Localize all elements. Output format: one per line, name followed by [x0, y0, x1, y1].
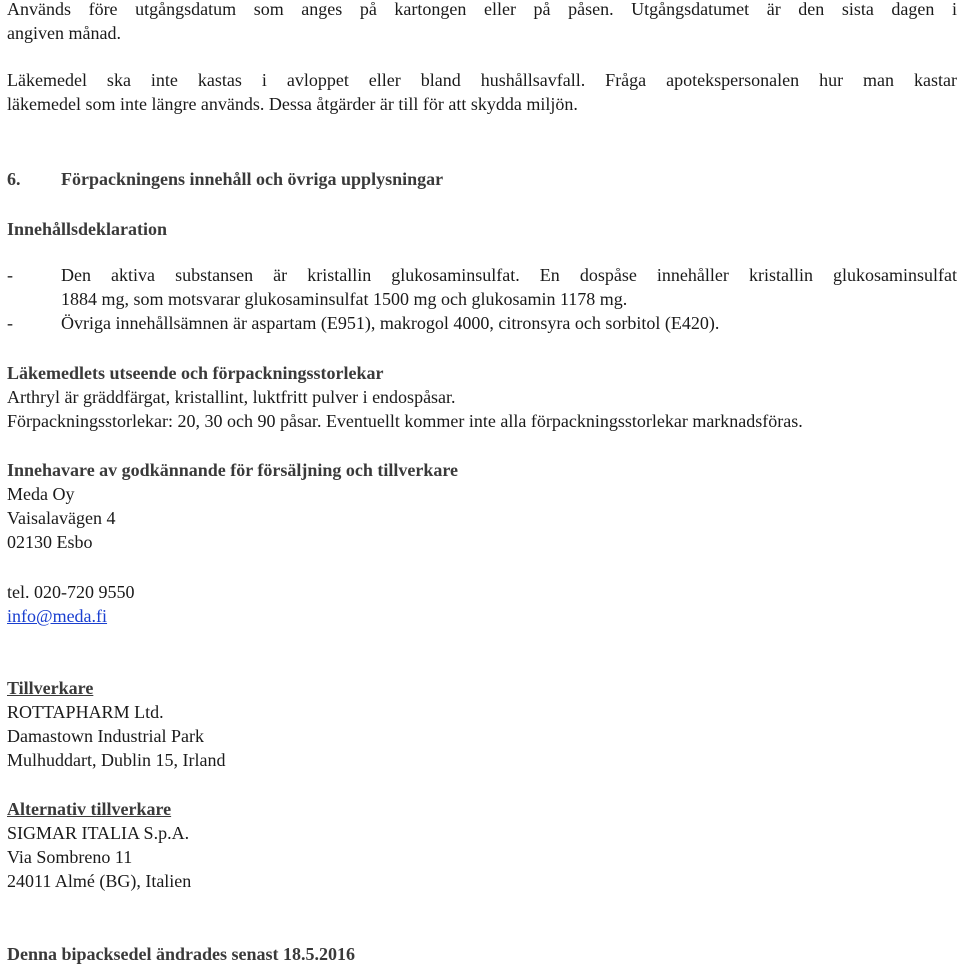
- bullet-line-1: Den aktiva substansen är kristallin glukosaminsulfat. En dospåse innehåller kristallin glukosaminsulfat: [61, 265, 957, 285]
- section-title: Förpackningens innehåll och övriga upplysningar: [61, 169, 444, 189]
- alt-manufacturer-section: [7, 797, 957, 893]
- revision-footer: [7, 942, 957, 966]
- revision-date: Denna bipacksedel ändrades senast 18.5.2016: [7, 944, 356, 964]
- holder-heading: Innehavare av godkännande för försäljning och tillverkare: [7, 460, 459, 480]
- disposal-line-1: Läkemedel ska inte kastas i avloppet eller bland hushållsavfall. Fråga apotekspersonalen hur man kastar: [7, 70, 957, 90]
- appearance-section: [7, 361, 957, 433]
- holder-phone: tel. 020-720 9550: [7, 582, 135, 602]
- manufacturer-street: Damastown Industrial Park: [7, 726, 204, 746]
- section-6-heading: [7, 167, 957, 191]
- manufacturer-heading: Tillverkare: [7, 678, 94, 698]
- holder-city: 02130 Esbo: [7, 532, 93, 552]
- holder-email-link[interactable]: info@meda.fi: [7, 606, 108, 626]
- bullet-line-2: 1884 mg, som motsvarar glukosaminsulfat 1500 mg och glukosamin 1178 mg.: [61, 289, 628, 309]
- bullet-dash: -: [7, 313, 13, 333]
- appearance-line-1: Arthryl är gräddfärgat, kristallint, luktfritt pulver i endospåsar.: [7, 387, 456, 407]
- alt-manufacturer-street: Via Sombreno 11: [7, 847, 133, 867]
- disposal-paragraph: [7, 68, 957, 116]
- bullet-line-1: Övriga innehållsämnen är aspartam (E951), makrogol 4000, citronsyra och sorbitol (E420).: [61, 313, 720, 333]
- holder-section: [7, 458, 957, 554]
- bullet-dash: -: [7, 265, 13, 285]
- expiry-line-1: Används före utgångsdatum som anges på kartongen eller på påsen. Utgångsdatumet är den sista dagen i: [7, 0, 957, 19]
- contents-heading-text: Innehållsdeklaration: [7, 219, 168, 239]
- expiry-paragraph: [7, 0, 957, 45]
- holder-street: Vaisalavägen 4: [7, 508, 116, 528]
- section-number: 6.: [7, 169, 21, 189]
- contents-list: [7, 263, 957, 335]
- alt-manufacturer-city: 24011 Almé (BG), Italien: [7, 871, 192, 891]
- disposal-line-2: läkemedel som inte längre används. Dessa åtgärder är till för att skydda miljön.: [7, 94, 578, 114]
- list-item: [7, 311, 957, 335]
- holder-name: Meda Oy: [7, 484, 75, 504]
- expiry-line-2: angiven månad.: [7, 23, 121, 43]
- list-item: [7, 263, 957, 311]
- manufacturer-section: [7, 676, 957, 772]
- manufacturer-city: Mulhuddart, Dublin 15, Irland: [7, 750, 226, 770]
- appearance-heading: Läkemedlets utseende och förpackningsstorlekar: [7, 363, 384, 383]
- appearance-line-2: Förpackningsstorlekar: 20, 30 och 90 påsar. Eventuellt kommer inte alla förpackningsstorlekar marknadsföras.: [7, 411, 803, 431]
- alt-manufacturer-name: SIGMAR ITALIA S.p.A.: [7, 823, 190, 843]
- contents-heading: [7, 217, 957, 241]
- alt-manufacturer-heading: Alternativ tillverkare: [7, 799, 172, 819]
- holder-contact: [7, 580, 957, 628]
- manufacturer-name: ROTTAPHARM Ltd.: [7, 702, 164, 722]
